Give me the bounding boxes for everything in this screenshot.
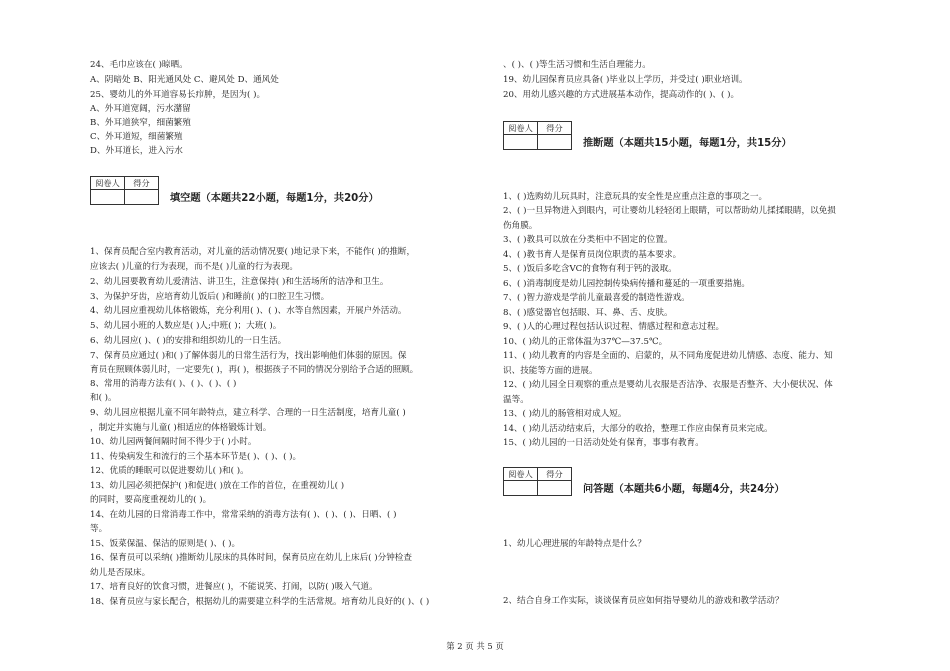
question-line: 9、幼儿园应根据儿童不同年龄特点，建立科学、合理的一日生活制度，培育儿童( ) xyxy=(90,408,406,418)
reviewer-cell xyxy=(91,190,125,205)
question-line: 应该去( )儿童的行为表现，而不是( )儿童的行为表现。 xyxy=(90,262,298,272)
question-line: B、外耳道狭窄，细菌繁殖 xyxy=(90,118,191,128)
score-cell xyxy=(125,190,159,205)
score-label: 得分 xyxy=(125,177,159,190)
question-line: 10、( )幼儿的正常体温为37℃—37.5℃。 xyxy=(503,337,668,347)
section-title-judge: 推断题（本题共15小题，每题1分，共15分） xyxy=(583,138,792,149)
reviewer-label: 阅卷人 xyxy=(504,122,538,135)
question-line: A、阴暗处 B、阳光通风处 C、避风处 D、通风处 xyxy=(90,75,279,85)
score-box xyxy=(503,121,572,150)
question-line: 7、( )智力游戏是学前儿童最喜爱的制造性游戏。 xyxy=(503,293,690,303)
question-line: 7、保育员应通过( )和( )了解体弱儿的日常生活行为，找出影响他们体弱的原因。保 xyxy=(90,351,407,361)
reviewer-label: 阅卷人 xyxy=(91,177,125,190)
section-title-fill: 填空题（本题共22小题，每题1分，共20分） xyxy=(170,193,379,204)
question-line: 和( )。 xyxy=(90,393,117,403)
question-line: 13、( )幼儿的肠管相对成人短。 xyxy=(503,409,627,419)
question-line: 15、( )幼儿园的一日活动处处有保育，事事有教育。 xyxy=(503,438,704,448)
question-line: 1、( )选购幼儿玩具时，注意玩具的安全性是应重点注意的事项之一。 xyxy=(503,192,768,202)
question-line: 20、用幼儿感兴趣的方式进展基本动作，提高动作的( )、( )。 xyxy=(503,90,740,100)
reviewer-cell xyxy=(504,481,538,496)
question-line: 13、幼儿园必须把保护( )和促进( )放在工作的首位，在重视幼儿( ) xyxy=(90,481,345,491)
question-line: 8、( )感觉器官包括眼、耳、鼻、舌、皮肤。 xyxy=(503,308,673,318)
question-line: 6、幼儿园应( )、( )的安排和组织幼儿的一日生活。 xyxy=(90,336,287,346)
question-line: 等。 xyxy=(90,524,108,534)
question-line: 3、( )教具可以放在分类柜中不固定的位置。 xyxy=(503,235,673,245)
question-line: 12、( )幼儿园全日观察的重点是婴幼儿衣服是否洁净、衣服是否整齐、大小便状况、体 xyxy=(503,380,833,390)
score-cell xyxy=(538,135,572,150)
question-line: 2、( )一旦异物进入到眼内，可让婴幼儿轻轻闭上眼睛，可以帮助幼儿揉揉眼睛，以免损 xyxy=(503,206,836,216)
question-line: 伤角膜。 xyxy=(503,221,538,231)
question-line: 育员在照顾体弱儿时，一定要先( )，再( )，根据孩子不同的情况分别给予合适的照顾。 xyxy=(90,365,419,375)
score-label: 得分 xyxy=(538,468,572,481)
question-line: A、外耳道宽阔，污水潴留 xyxy=(90,104,191,114)
question-line: 14、( )幼儿活动结束后，大部分的收拾，整理工作应由保育员来完成。 xyxy=(503,424,773,434)
question-line: 9、( )人的心理过程包括认识过程、情感过程和意志过程。 xyxy=(503,322,725,332)
question-line: 15、饭菜保温、保洁的原则是( )、( )。 xyxy=(90,539,241,549)
question-line: D、外耳道长，进入污水 xyxy=(90,146,183,156)
question-line: 识、技能等方面的进展。 xyxy=(503,366,598,376)
reviewer-label: 阅卷人 xyxy=(504,468,538,481)
question-line: 6、( )消毒制度是幼儿园控制传染病传播和蔓延的一项重要措施。 xyxy=(503,279,750,289)
question-line: 19、幼儿园保育员应具备( )毕业以上学历，并受过( )职业培训。 xyxy=(503,75,748,85)
question-line: 5、( )饭后多吃含VC的食物有利于钙的汲取。 xyxy=(503,264,677,274)
question-line: 温等。 xyxy=(503,395,529,405)
question-line: 、( )、( )等生活习惯和生活自理能力。 xyxy=(503,60,651,70)
question-line: 16、保育员可以采纳( )推断幼儿尿床的具体时间，保育员应在幼儿上床后( )分钟检查 xyxy=(90,553,412,563)
question-line: 24、毛巾应该在( )晾晒。 xyxy=(90,60,188,70)
question-line: 4、幼儿园应重视幼儿体格锻炼，充分利用( )、( )、水等自然因素，开展户外活动。 xyxy=(90,306,407,316)
section-title-qa: 问答题（本题共6小题，每题4分，共24分） xyxy=(583,484,785,495)
question-line: 幼儿是否尿床。 xyxy=(90,568,151,578)
question-line: 8、常用的消毒方法有( )、( )、( )、( ) xyxy=(90,379,237,389)
question-line: 11、( )幼儿教育的内容是全面的、启蒙的，从不同角度促进幼儿情感、态度、能力、知 xyxy=(503,351,833,361)
question-line: 5、幼儿园小班的人数应是( )人;中班( )；大班( )。 xyxy=(90,321,282,331)
question-line: 18、保育员应与家长配合，根据幼儿的需要建立科学的生活常规。培育幼儿良好的( )、( ) xyxy=(90,597,430,607)
question-line: 1、保育员配合室内教育活动，对儿童的活动情况要( )地记录下来，不能作( )的推断， xyxy=(90,247,416,257)
score-box xyxy=(90,176,159,205)
question-line: 17、培育良好的饮食习惯，进餐应( )，不能说笑、打闹，以防( )吸入气道。 xyxy=(90,582,378,592)
question-line: 11、传染病发生和流行的三个基本环节是( )、( )、( )。 xyxy=(90,452,302,462)
question-line: 4、( )教书育人是保育员岗位职责的基本要求。 xyxy=(503,250,682,260)
question-line: C、外耳道短，细菌繁殖 xyxy=(90,132,183,142)
question-line: 14、在幼儿园的日常消毒工作中，常常采纳的消毒方法有( )、( )、( )、日晒、( ) xyxy=(90,510,397,520)
question-line: 1、幼儿心理进展的年龄特点是什么？ xyxy=(503,539,646,549)
question-line: 25、婴幼儿的外耳道容易长疖肿，是因为( )。 xyxy=(90,90,266,100)
question-line: ，制定并实施与儿童( )相适应的体格锻炼计划。 xyxy=(90,423,272,433)
score-box xyxy=(503,467,572,496)
score-cell xyxy=(538,481,572,496)
score-label: 得分 xyxy=(538,122,572,135)
question-line: 3、为保护牙齿，应培育幼儿饭后( )和睡前( )的口腔卫生习惯。 xyxy=(90,292,330,302)
page-footer: 第 2 页 共 5 页 xyxy=(446,641,504,651)
question-line: 12、优质的睡眠可以促进婴幼儿( )和( )。 xyxy=(90,466,249,476)
question-line: 2、幼儿园要教育幼儿爱清洁、讲卫生，注意保持( )和生活场所的洁净和卫生。 xyxy=(90,277,389,287)
question-line: 2、结合自身工作实际，谈谈保育员应如何指导婴幼儿的游戏和教学活动？ xyxy=(503,596,784,606)
reviewer-cell xyxy=(504,135,538,150)
question-line: 的同时，要高度重视幼儿的( )。 xyxy=(90,495,212,505)
question-line: 10、幼儿园两餐间隔时间不得少于( )小时。 xyxy=(90,437,257,447)
